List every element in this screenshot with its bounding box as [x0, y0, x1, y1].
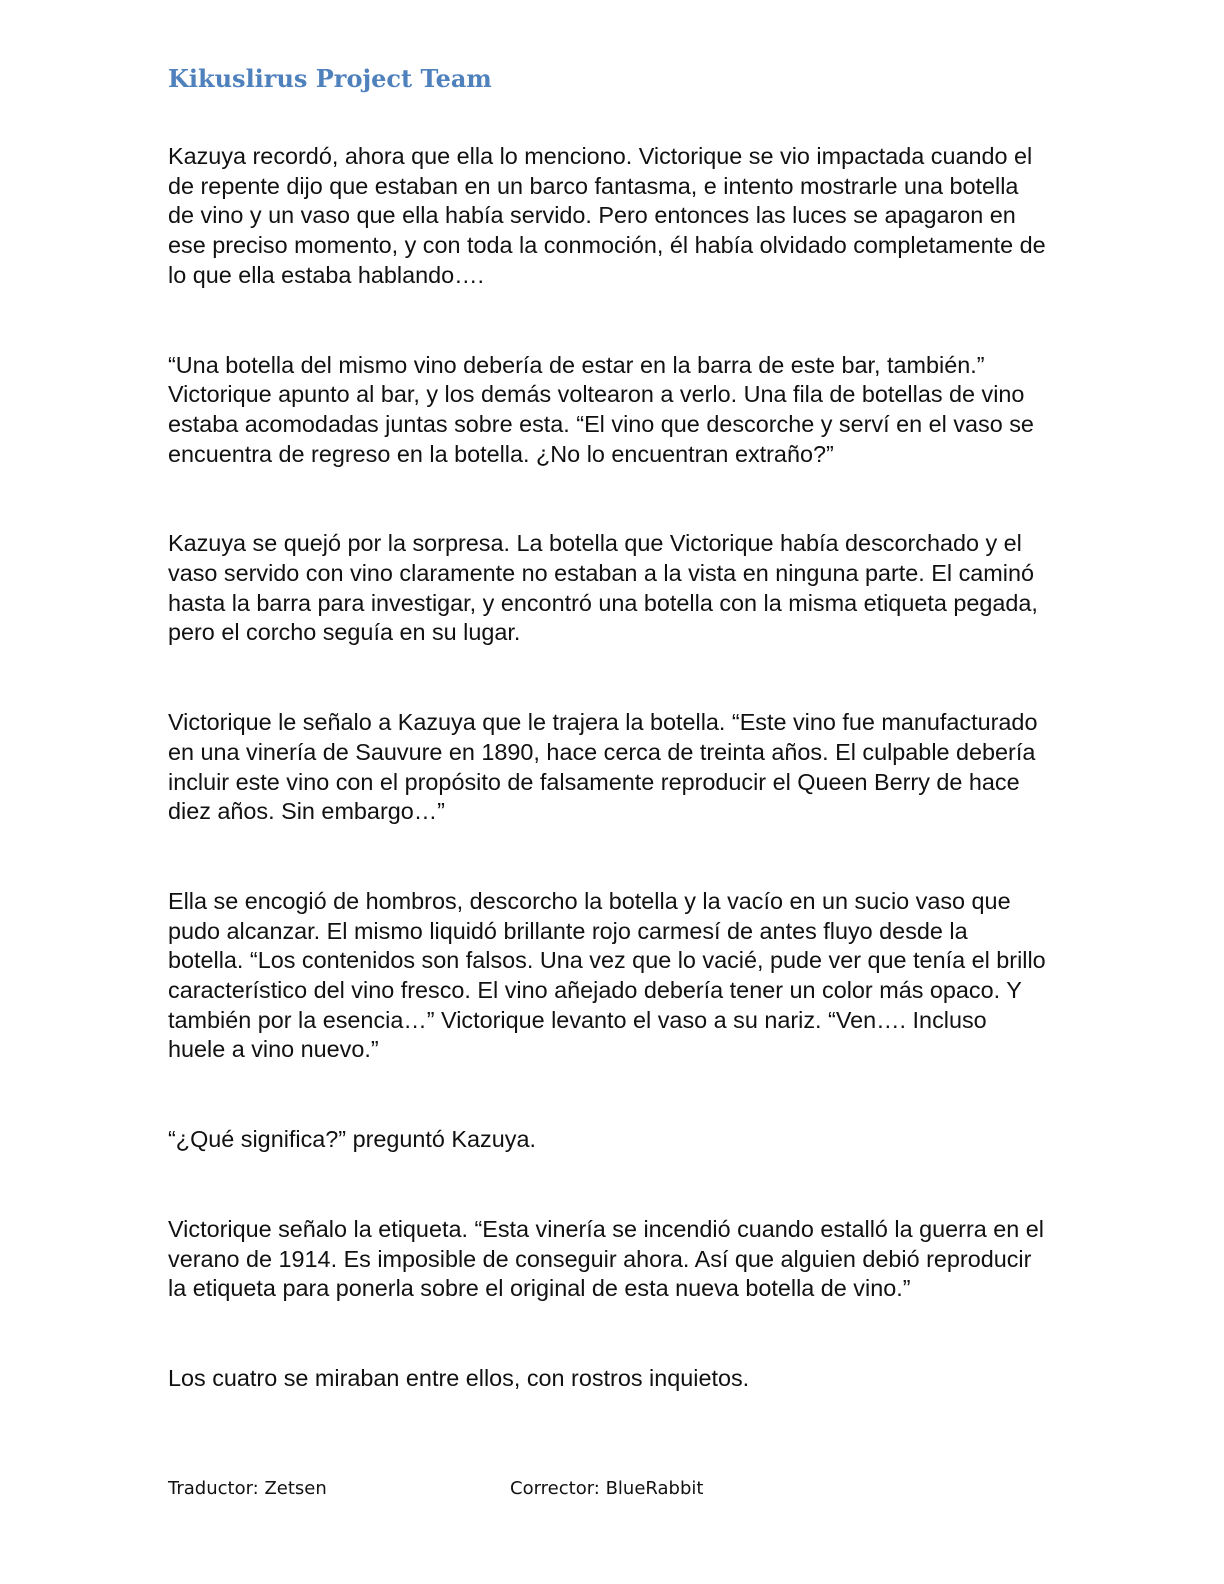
paragraph: “Una botella del mismo vino debería de estar en la barra de este bar, también.” Victorique apunto al bar, y los demás voltearon a verlo. Una fila de botellas de vino estaba acomodadas juntas sobre esta. “El vino que descorche y serví en el vaso se encuentra de regreso en la botella. ¿No lo encuentran extraño?”	[168, 351, 1034, 467]
paragraph: Kazuya recordó, ahora que ella lo menciono. Victorique se vio impactada cuando el de repente dijo que estaban en un barco fantasma, e intento mostrarle una botella de vino y un vaso que ella había servido. Pero entonces las luces se apagaron en ese preciso momento, y con toda la conmoción, él había olvidado completamente de lo que ella estaba hablando….	[168, 143, 1046, 288]
page-header-title: Kikuslirus Project Team	[168, 64, 492, 93]
paragraph: “¿Qué significa?” preguntó Kazuya.	[168, 1126, 536, 1153]
footer-corrector: Corrector: BlueRabbit	[510, 1478, 704, 1499]
paragraph: Los cuatro se miraban entre ellos, con rostros inquietos.	[168, 1364, 750, 1391]
document-body	[168, 142, 1048, 1454]
paragraph: Victorique le señalo a Kazuya que le trajera la botella. “Este vino fue manufacturado en una vinería de Sauvure en 1890, hace cerca de treinta años. El culpable debería incluir este vino con el propósito de falsamente reproducir el Queen Berry de hace diez años. Sin embargo…”	[168, 709, 1038, 825]
paragraph: Ella se encogió de hombros, descorcho la botella y la vacío en un sucio vaso que pudo alcanzar. El mismo liquidó brillante rojo carmesí de antes fluyo desde la botella. “Los contenidos son falsos. Una vez que lo vacié, pude ver que tenía el brillo característico del vino fresco. El vino añejado debería tener un color más opaco. Y también por la esencia…” Victorique levanto el vaso a su nariz. “Ven…. Incluso huele a vino nuevo.”	[168, 887, 1046, 1063]
paragraph: Victorique señalo la etiqueta. “Esta vinería se incendió cuando estalló la guerra en el verano de 1914. Es imposible de conseguir ahora. Así que alguien debió reproducir la etiqueta para ponerla sobre el original de esta nueva botella de vino.”	[168, 1215, 1044, 1302]
paragraph: Kazuya se quejó por la sorpresa. La botella que Victorique había descorchado y el vaso servido con vino claramente no estaban a la vista en ninguna parte. El caminó hasta la barra para investigar, y encontró una botella con la misma etiqueta pegada, pero el corcho seguía en su lugar.	[168, 530, 1038, 646]
footer-translator: Traductor: Zetsen	[168, 1478, 327, 1499]
